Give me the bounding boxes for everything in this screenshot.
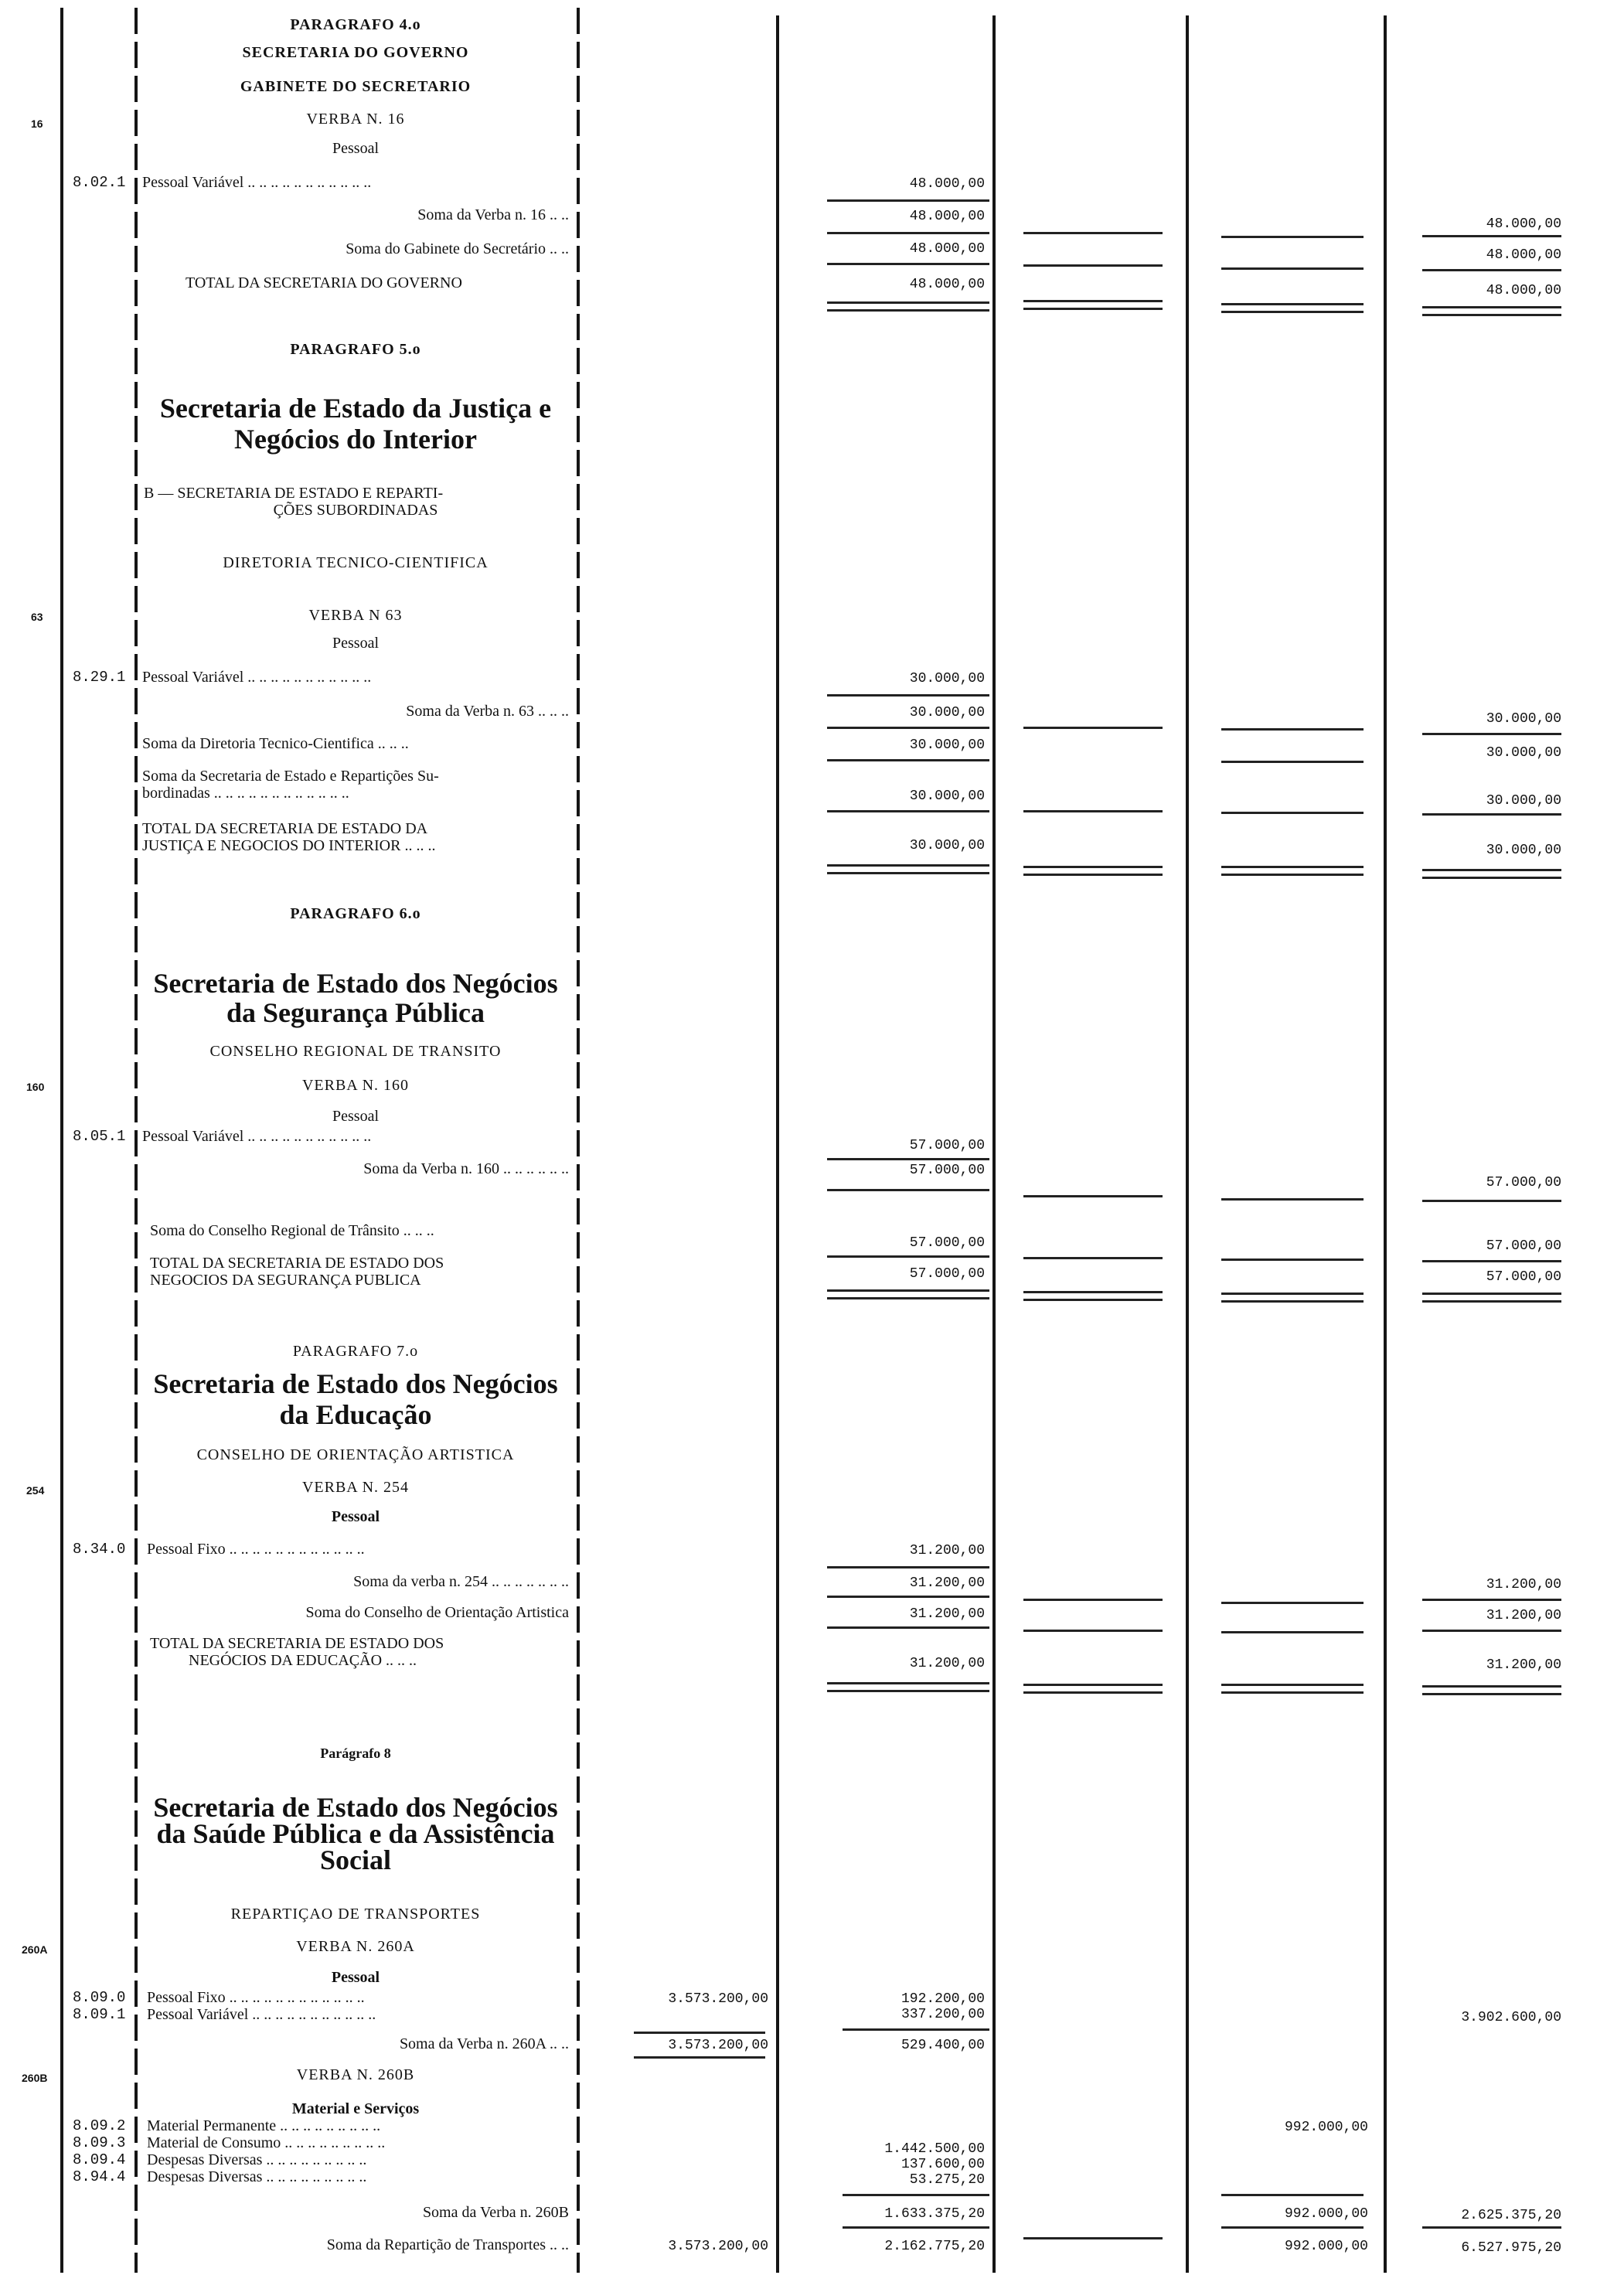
s8-soma-reparticao-col2: 2.162.775,20 xyxy=(884,2239,985,2254)
s7-rule xyxy=(827,1626,989,1629)
s5-subtitle-line1: B — SECRETARIA DE ESTADO E REPARTI- xyxy=(144,485,444,502)
s7-rule xyxy=(1422,1599,1561,1601)
s5-title-line1: Secretaria de Estado da Justiça e xyxy=(159,393,552,424)
s4-rule xyxy=(1023,232,1163,234)
s8-rule xyxy=(1422,2226,1561,2229)
s5-rule xyxy=(1221,761,1364,763)
s6-rule xyxy=(1422,1293,1561,1295)
s5-rule xyxy=(1023,727,1163,729)
s8-title-line2: da Saúde Pública e da Assistência xyxy=(156,1818,555,1849)
s4-rule xyxy=(1422,306,1561,308)
s7-rule xyxy=(827,1682,989,1684)
s8-code-row1: 8.09.0 xyxy=(73,1989,126,2006)
s7-title-line1: Secretaria de Estado dos Negócios xyxy=(153,1368,558,1399)
s5-rule xyxy=(827,872,989,874)
s6-soma-conselho-label: Soma do Conselho Regional de Trânsito .. .. .. xyxy=(150,1222,434,1239)
s6-rule xyxy=(827,1289,989,1292)
s7-verba: VERBA N. 254 xyxy=(301,1479,410,1496)
s5-rule xyxy=(827,759,989,761)
s4-soma-verba-col2: 48.000,00 xyxy=(909,209,985,224)
s7-rule xyxy=(1221,1602,1364,1604)
s8-pessoal: Pessoal xyxy=(331,1969,380,1986)
s5-soma-diretoria-label: Soma da Diretoria Tecnico-Cientifica .. .. .. xyxy=(142,735,409,752)
s6-rule xyxy=(827,1189,989,1191)
s8-rule xyxy=(1221,2194,1364,2196)
s7-rule xyxy=(1221,1684,1364,1686)
s4-rule xyxy=(1422,314,1561,316)
s5-rule xyxy=(827,864,989,867)
s6-title-line2: da Segurança Pública xyxy=(226,997,485,1028)
s8-code-row6: 8.94.4 xyxy=(73,2168,126,2185)
rule-col4-left xyxy=(1186,15,1189,2273)
s4-rule xyxy=(1221,236,1364,238)
s4-rule xyxy=(1023,300,1163,302)
s6-total-col2: 57.000,00 xyxy=(909,1266,985,1282)
s8-soma-a-label: Soma da Verba n. 260A .. .. xyxy=(399,2035,569,2052)
s8-soma-reparticao-total: 6.527.975,20 xyxy=(1461,2240,1561,2256)
s8-row3-label: Material Permanente .. .. .. .. .. .. .. .. .. xyxy=(147,2117,381,2134)
s8-rule xyxy=(1023,2237,1163,2239)
s7-rule xyxy=(1422,1630,1561,1632)
s8-soma-a-col2: 529.400,00 xyxy=(901,2038,985,2053)
s7-soma-verba-total: 31.200,00 xyxy=(1486,1577,1561,1592)
s5-rule xyxy=(827,727,989,729)
s5-paragrafo: PARAGRAFO 5.o xyxy=(290,341,421,358)
s6-rule xyxy=(827,1158,989,1160)
s5-rule xyxy=(1422,869,1561,871)
s8-title-line1: Secretaria de Estado dos Negócios xyxy=(153,1792,558,1823)
s5-soma-secretaria-total: 30.000,00 xyxy=(1486,793,1561,809)
s5-rule xyxy=(1422,813,1561,816)
s4-soma-gabinete-total: 48.000,00 xyxy=(1486,247,1561,263)
rule-col2-left xyxy=(776,15,779,2273)
s6-rule xyxy=(1023,1299,1163,1301)
s5-soma-diretoria-col2: 30.000,00 xyxy=(909,737,985,753)
s6-rule xyxy=(1422,1260,1561,1262)
s7-rule xyxy=(1023,1684,1163,1686)
s8-material: Material e Serviços xyxy=(291,2100,420,2117)
s7-total-col2: 31.200,00 xyxy=(909,1656,985,1671)
s8-rule xyxy=(843,2028,989,2031)
s5-verba: VERBA N 63 xyxy=(308,607,403,624)
s6-soma-conselho-total: 57.000,00 xyxy=(1486,1238,1561,1254)
s8-row5-col2: 137.600,00 xyxy=(901,2157,985,2172)
s7-rule xyxy=(1023,1691,1163,1694)
s4-rule xyxy=(827,199,989,202)
s7-soma-verba-label: Soma da verba n. 254 .. .. .. .. .. .. .. xyxy=(353,1573,569,1590)
s8-row6-label: Despesas Diversas .. .. .. .. .. .. .. .. .. xyxy=(147,2168,367,2185)
s4-verba: VERBA N. 16 xyxy=(306,111,405,128)
s7-code-row1: 8.34.0 xyxy=(73,1541,126,1558)
s6-pessoal: Pessoal xyxy=(332,1108,379,1125)
s7-soma-conselho-label: Soma do Conselho de Orientação Artistica xyxy=(305,1604,569,1621)
s4-total-col2: 48.000,00 xyxy=(909,277,985,292)
s5-total-col2: 30.000,00 xyxy=(909,838,985,853)
rule-description-right xyxy=(577,8,580,2273)
s6-rule xyxy=(1221,1300,1364,1303)
s8-verba-b: VERBA N. 260B xyxy=(296,2066,415,2083)
s6-total-line1: TOTAL DA SECRETARIA DE ESTADO DOS xyxy=(150,1255,444,1272)
s8-rule xyxy=(634,2056,765,2059)
s4-rule xyxy=(1023,264,1163,267)
s4-paragrafo: PARAGRAFO 4.o xyxy=(290,16,421,33)
s7-pessoal: Pessoal xyxy=(331,1508,380,1525)
s4-soma-gabinete-col2: 48.000,00 xyxy=(909,241,985,257)
s6-rule xyxy=(1422,1300,1561,1303)
s5-subtitle-line2: ÇÕES SUBORDINADAS xyxy=(273,502,438,519)
s6-soma-verba-col2: 57.000,00 xyxy=(909,1163,985,1178)
s8-verba-a-mark: 260A xyxy=(22,1943,48,1956)
s8-rule xyxy=(1221,2226,1364,2229)
s8-soma-reparticao-col4: 992.000,00 xyxy=(1284,2239,1368,2254)
s8-verba-a: VERBA N. 260A xyxy=(296,1938,415,1955)
s8-row4-label: Material de Consumo .. .. .. .. .. .. .. .. .. xyxy=(147,2134,386,2151)
s5-rule xyxy=(1422,733,1561,735)
s7-rule xyxy=(827,1566,989,1568)
s7-title-line2: da Educação xyxy=(279,1399,432,1430)
s7-total-line1: TOTAL DA SECRETARIA DE ESTADO DOS xyxy=(150,1635,444,1652)
s4-soma-gabinete-label: Soma do Gabinete do Secretário .. .. xyxy=(346,240,569,257)
s6-rule xyxy=(1422,1200,1561,1202)
s8-pessoal-total: 3.902.600,00 xyxy=(1461,2010,1561,2025)
s5-rule xyxy=(1023,810,1163,812)
s6-row1-label: Pessoal Variável .. .. .. .. .. .. .. .. .. .. .. xyxy=(142,1128,372,1145)
s6-total-total: 57.000,00 xyxy=(1486,1269,1561,1285)
s4-verba-mark: 16 xyxy=(31,118,43,130)
s7-soma-verba-col2: 31.200,00 xyxy=(909,1575,985,1591)
s4-rule xyxy=(827,263,989,265)
s7-conselho: CONSELHO DE ORIENTAÇÃO ARTISTICA xyxy=(196,1446,515,1463)
s4-rule xyxy=(827,309,989,312)
s7-rule xyxy=(1422,1685,1561,1688)
rule-description-left xyxy=(134,8,138,2273)
s8-row5-label: Despesas Diversas .. .. .. .. .. .. .. .. .. xyxy=(147,2151,367,2168)
s6-rule xyxy=(1221,1259,1364,1261)
s6-soma-conselho-col2: 57.000,00 xyxy=(909,1235,985,1251)
s5-total-total: 30.000,00 xyxy=(1486,843,1561,858)
s7-row1-col2: 31.200,00 xyxy=(909,1543,985,1558)
s8-rule xyxy=(843,2194,989,2196)
rule-col3-left xyxy=(992,15,996,2273)
s8-soma-b-label: Soma da Verba n. 260B xyxy=(422,2204,569,2221)
s6-verba-mark: 160 xyxy=(26,1081,45,1093)
s5-soma-verba-col2: 30.000,00 xyxy=(909,705,985,720)
s6-total-line2: NEGOCIOS DA SEGURANÇA PUBLICA xyxy=(150,1272,421,1289)
s4-total-label: TOTAL DA SECRETARIA DO GOVERNO xyxy=(186,274,462,291)
s5-total-line2: JUSTIÇA E NEGOCIOS DO INTERIOR .. .. .. xyxy=(142,837,436,854)
s6-rule xyxy=(827,1297,989,1299)
s5-rule xyxy=(1023,866,1163,868)
s7-soma-conselho-col2: 31.200,00 xyxy=(909,1606,985,1622)
s8-soma-a-col1: 3.573.200,00 xyxy=(668,2038,768,2053)
s5-rule xyxy=(1221,866,1364,868)
s7-row1-label: Pessoal Fixo .. .. .. .. .. .. .. .. .. .. .. .. xyxy=(147,1541,365,1558)
s5-pessoal: Pessoal xyxy=(332,635,379,652)
s4-rule xyxy=(1221,267,1364,270)
s5-row1-label: Pessoal Variável .. .. .. .. .. .. .. .. .. .. .. xyxy=(142,669,372,686)
s8-soma-b-col4: 992.000,00 xyxy=(1284,2206,1368,2222)
s6-soma-verba-total: 57.000,00 xyxy=(1486,1175,1561,1190)
s8-title-line3: Social xyxy=(319,1844,391,1875)
s8-paragrafo: Parágrafo 8 xyxy=(320,1746,391,1761)
s8-row2-label: Pessoal Variável .. .. .. .. .. .. .. .. .. .. .. xyxy=(147,2006,376,2023)
rule-left xyxy=(60,8,63,2273)
s5-soma-secretaria-line2: bordinadas .. .. .. .. .. .. .. .. .. .. .. .. xyxy=(142,785,349,802)
s5-soma-secretaria-line1: Soma da Secretaria de Estado e Repartições Su- xyxy=(142,768,439,785)
s4-soma-verba-total: 48.000,00 xyxy=(1486,216,1561,232)
s7-total-line2: NEGÓCIOS DA EDUCAÇÃO .. .. .. xyxy=(189,1652,417,1669)
s8-soma-b-total: 2.625.375,20 xyxy=(1461,2208,1561,2223)
s5-title-line2: Negócios do Interior xyxy=(234,424,477,455)
s6-row1-col2: 57.000,00 xyxy=(909,1138,985,1153)
s8-row1-col2: 192.200,00 xyxy=(901,1991,985,2007)
s6-rule xyxy=(1221,1198,1364,1201)
s4-rule xyxy=(1221,303,1364,305)
s6-rule xyxy=(1023,1291,1163,1293)
s7-rule xyxy=(1023,1599,1163,1601)
s6-conselho: CONSELHO REGIONAL DE TRANSITO xyxy=(209,1043,502,1060)
s5-diretoria: DIRETORIA TECNICO-CIENTIFICA xyxy=(223,554,489,571)
s6-rule xyxy=(1023,1257,1163,1259)
s7-rule xyxy=(1023,1630,1163,1632)
s6-rule xyxy=(827,1255,989,1258)
s5-rule xyxy=(1221,812,1364,814)
s6-rule xyxy=(1221,1293,1364,1295)
s6-rule xyxy=(1023,1195,1163,1197)
rule-col5-left xyxy=(1384,15,1387,2273)
s7-rule xyxy=(827,1596,989,1598)
s8-pessoal-col1: 3.573.200,00 xyxy=(668,1991,768,2007)
s5-soma-verba-total: 30.000,00 xyxy=(1486,711,1561,727)
s5-rule xyxy=(827,694,989,697)
s4-rule xyxy=(1422,235,1561,237)
s4-rule xyxy=(1023,308,1163,310)
s5-total-line1: TOTAL DA SECRETARIA DE ESTADO DA xyxy=(142,820,428,837)
s8-reparticao: REPARTIÇAO DE TRANSPORTES xyxy=(230,1906,481,1923)
s8-rule xyxy=(634,2032,765,2034)
s4-rule xyxy=(827,232,989,234)
s8-soma-reparticao-label: Soma da Repartição de Transportes .. .. xyxy=(326,2236,569,2253)
s6-title-line1: Secretaria de Estado dos Negócios xyxy=(153,968,558,999)
s4-row1-label: Pessoal Variável .. .. .. .. .. .. .. .. .. .. .. xyxy=(142,174,372,191)
s7-rule xyxy=(1422,1693,1561,1695)
s4-gabinete: GABINETE DO SECRETARIO xyxy=(240,78,472,95)
s7-soma-conselho-total: 31.200,00 xyxy=(1486,1608,1561,1623)
s8-row4-col2: 1.442.500,00 xyxy=(884,2141,985,2157)
s8-code-row5: 8.09.4 xyxy=(73,2151,126,2168)
s5-code-row1: 8.29.1 xyxy=(73,669,126,686)
s4-total-total: 48.000,00 xyxy=(1486,283,1561,298)
s4-soma-verba-label: Soma da Verba n. 16 .. .. xyxy=(417,206,569,223)
s8-verba-b-mark: 260B xyxy=(22,2072,48,2084)
s8-row6-col2: 53.275,20 xyxy=(909,2172,985,2188)
s7-paragrafo: PARAGRAFO 7.o xyxy=(292,1343,419,1360)
s4-pessoal: Pessoal xyxy=(332,140,379,157)
s8-code-row2: 8.09.1 xyxy=(73,2006,126,2023)
s4-rule xyxy=(827,301,989,304)
s4-rule xyxy=(1422,269,1561,271)
s4-row1-col2: 48.000,00 xyxy=(909,176,985,192)
s4-rule xyxy=(1221,311,1364,313)
s6-paragrafo: PARAGRAFO 6.o xyxy=(290,905,421,922)
s8-soma-b-col2: 1.633.375,20 xyxy=(884,2206,985,2222)
s8-row2-col2: 337.200,00 xyxy=(901,2007,985,2022)
s8-rule xyxy=(843,2226,989,2229)
s8-code-row4: 8.09.3 xyxy=(73,2134,126,2151)
s7-rule xyxy=(1221,1691,1364,1694)
s5-rule xyxy=(1023,874,1163,876)
s5-rule xyxy=(1422,877,1561,879)
s8-row3-col4: 992.000,00 xyxy=(1284,2120,1368,2135)
s6-verba: VERBA N. 160 xyxy=(301,1077,410,1094)
s5-soma-secretaria-col2: 30.000,00 xyxy=(909,788,985,804)
s7-verba-mark: 254 xyxy=(26,1484,45,1497)
s8-code-row3: 8.09.2 xyxy=(73,2117,126,2134)
s6-soma-verba-label: Soma da Verba n. 160 .. .. .. .. .. .. xyxy=(363,1160,569,1177)
s5-row1-col2: 30.000,00 xyxy=(909,671,985,686)
s5-rule xyxy=(827,810,989,812)
s7-rule xyxy=(1221,1631,1364,1633)
s8-row1-label: Pessoal Fixo .. .. .. .. .. .. .. .. .. .. .. .. xyxy=(147,1989,365,2006)
s6-code-row1: 8.05.1 xyxy=(73,1128,126,1145)
s5-rule xyxy=(1221,874,1364,876)
s7-total-total: 31.200,00 xyxy=(1486,1657,1561,1673)
s4-secretaria: SECRETARIA DO GOVERNO xyxy=(242,44,469,61)
s7-rule xyxy=(827,1690,989,1692)
s5-rule xyxy=(1221,728,1364,731)
s5-verba-mark: 63 xyxy=(31,611,43,623)
s5-soma-verba-label: Soma da Verba n. 63 .. .. .. xyxy=(406,703,569,720)
s4-code-row1: 8.02.1 xyxy=(73,174,126,191)
s5-soma-diretoria-total: 30.000,00 xyxy=(1486,745,1561,761)
s8-soma-reparticao-col1: 3.573.200,00 xyxy=(668,2239,768,2254)
